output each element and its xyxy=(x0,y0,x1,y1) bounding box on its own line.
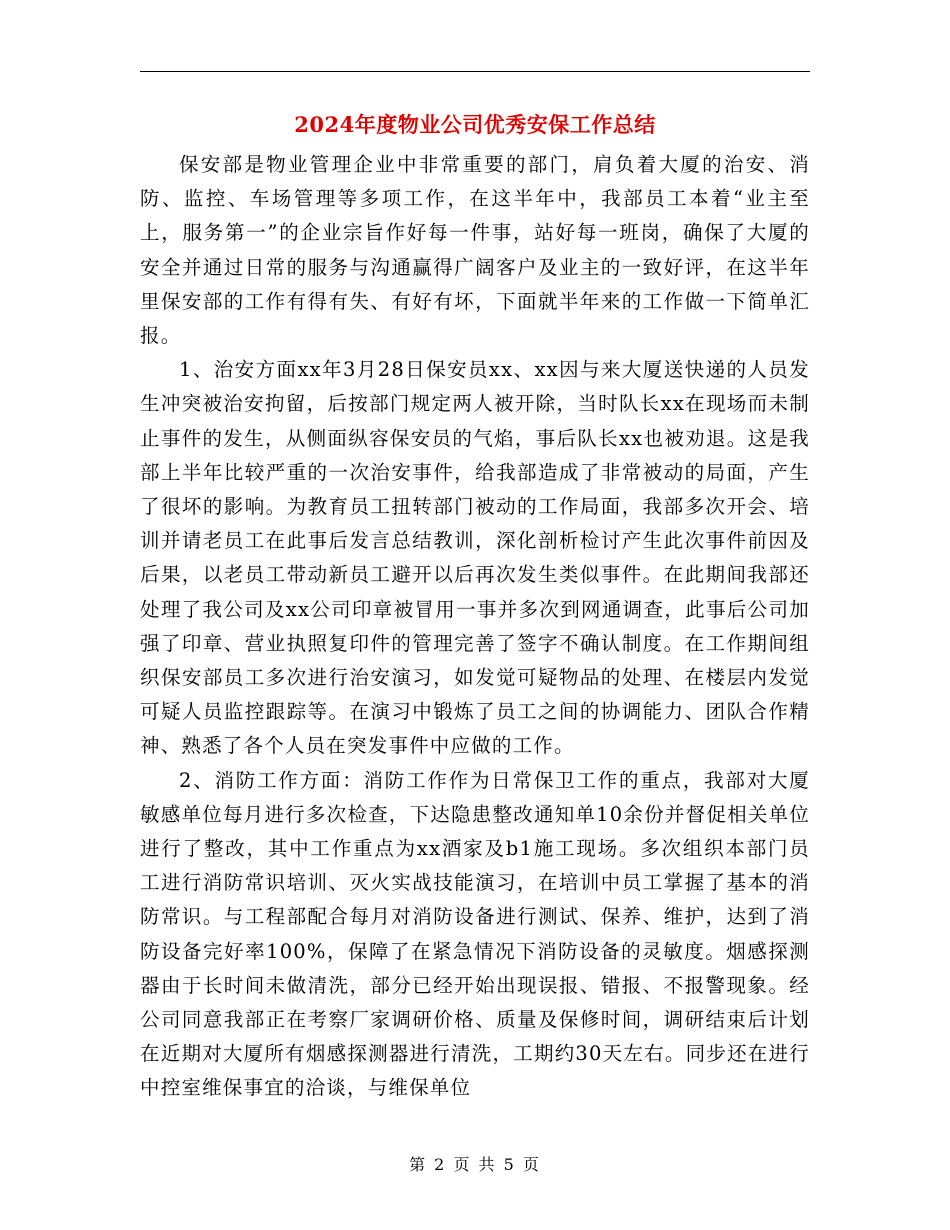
document-body xyxy=(140,148,810,1106)
paragraph-fire-safety: 2、消防工作方面：消防工作作为日常保卫工作的重点，我部对大厦敏感单位每月进行多次检查，下达隐患整改通知单10余份并督促相关单位进行了整改，其中工作重点为xx酒家及b1施工现场。多次组织本部门员工进行消防常识培训、灭火实战技能演习，在培训中员工掌握了基本的消防常识。与工程部配合每月对消防设备进行测试、保养、维护，达到了消防设备完好率100%，保障了在紧急情况下消防设备的灵敏度。烟感探测器由于长时间未做清洗，部分已经开始出现误报、错报、不报警现象。经公司同意我部正在考察厂家调研价格、质量及保修时间，调研结束后计划在近期对大厦所有烟感探测器进行清洗，工期约30天左右。同步还在进行中控室维保事宜的洽谈，与维保单位 xyxy=(140,768,810,1100)
page-number: 第 2 页 共 5 页 xyxy=(409,1155,541,1174)
paragraph-intro: 保安部是物业管理企业中非常重要的部门，肩负着大厦的治安、消防、监控、车场管理等多项工作，在这半年中，我部员工本着“业主至上，服务第一”的企业宗旨作好每一件事，站好每一班岗，确保了大厦的安全并通过日常的服务与沟通赢得广阔客户及业主的一致好评，在这半年里保安部的工作有得有失、有好有坏，下面就半年来的工作做一下简单汇报。 xyxy=(140,153,810,348)
document-title: 2024年度物业公司优秀安保工作总结 xyxy=(294,112,656,137)
header-rule xyxy=(140,71,810,72)
paragraph-security: 1、治安方面xx年3月28日保安员xx、xx因与来大厦送快递的人员发生冲突被治安拘留，后按部门规定两人被开除，当时队长xx在现场而未制止事件的发生，从侧面纵容保安员的气焰，事后队长xx也被劝退。这是我部上半年比较严重的一次治安事件，给我部造成了非常被动的局面，产生了很坏的影响。为教育员工扭转部门被动的工作局面，我部多次开会、培训并请老员工在此事后发言总结教训，深化剖析检讨产生此次事件前因及后果，以老员工带动新员工避开以后再次发生类似事件。在此期间我部还处理了我公司及xx公司印章被冒用一事并多次到网通调查，此事后公司加强了印章、营业执照复印件的管理完善了签字不确认制度。在工作期间组织保安部员工多次进行治安演习，如发觉可疑物品的处理、在楼层内发觉可疑人员监控跟踪等。在演习中锻炼了员工之间的协调能力、团队合作精神、熟悉了各个人员在突发事件中应做的工作。 xyxy=(140,358,810,758)
